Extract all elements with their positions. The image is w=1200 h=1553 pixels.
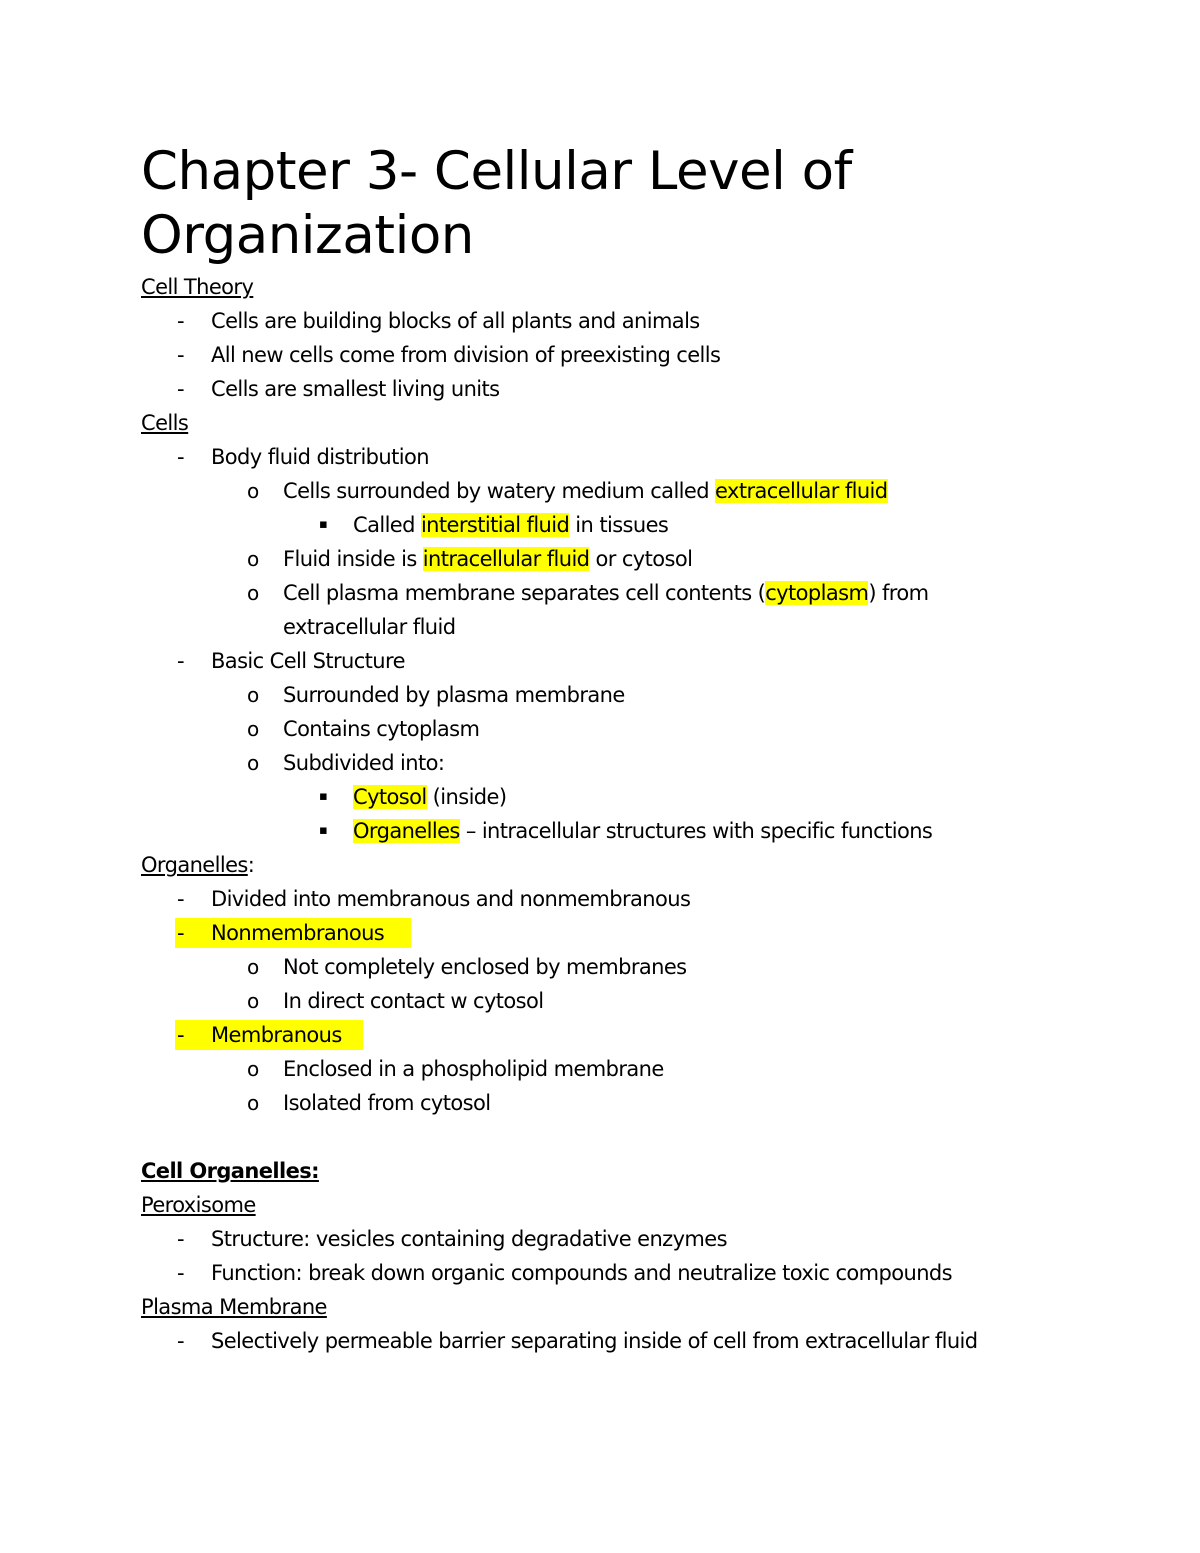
list-item: o Cell plasma membrane separates cell contents (cytoplasm) from extracellular fluid: [247, 581, 929, 639]
highlighted-term: Organelles: [353, 819, 460, 843]
list-item: - All new cells come from division of preexisting cells: [177, 343, 721, 367]
list-item: o Subdivided into:: [247, 751, 445, 775]
subsection-heading-peroxisome: Peroxisome: [141, 1193, 256, 1217]
list-item: o Fluid inside is intracellular fluid or cytosol: [247, 547, 693, 571]
list-item: - Body fluid distribution: [177, 445, 429, 469]
list-item: o Isolated from cytosol: [247, 1091, 491, 1115]
highlighted-term: interstitial fluid: [420, 513, 570, 537]
list-item: ▪ Organelles – intracellular structures with specific functions: [319, 819, 933, 843]
list-item: - Cells are smallest living units: [177, 377, 500, 401]
list-item: o In direct contact w cytosol: [247, 989, 544, 1013]
list-item: o Surrounded by plasma membrane: [247, 683, 625, 707]
highlighted-term: intracellular fluid: [422, 547, 590, 571]
list-item: - Selectively permeable barrier separating inside of cell from extracellular fluid: [177, 1329, 978, 1353]
highlighted-term: cytoplasm: [765, 581, 869, 605]
list-item-highlighted: - Membranous: [141, 1018, 1141, 1052]
section-heading-organelles: Organelles:: [141, 853, 255, 877]
list-item-highlighted: - Nonmembranous: [141, 916, 1141, 950]
document-body: [141, 270, 1141, 1392]
list-item: - Structure: vesicles containing degradative enzymes: [177, 1227, 727, 1251]
list-item: - Basic Cell Structure: [177, 649, 405, 673]
list-item: o Cells surrounded by watery medium called extracellular fluid: [247, 479, 888, 503]
list-item: ▪ Cytosol (inside): [319, 785, 507, 809]
section-heading-cell-organelles: Cell Organelles:: [141, 1159, 319, 1183]
list-item: - Function: break down organic compounds and neutralize toxic compounds: [177, 1261, 952, 1285]
list-item: o Enclosed in a phospholipid membrane: [247, 1057, 664, 1081]
section-heading-cells: Cells: [141, 411, 189, 435]
list-item: - Divided into membranous and nonmembranous: [177, 887, 691, 911]
page-title: Chapter 3- Cellular Level of Organization: [141, 141, 852, 266]
highlighted-term: Cytosol: [353, 785, 427, 809]
list-item: o Not completely enclosed by membranes: [247, 955, 687, 979]
highlighted-term: extracellular fluid: [715, 479, 888, 503]
list-item: o Contains cytoplasm: [247, 717, 480, 741]
list-item: ▪ Called interstitial fluid in tissues: [319, 513, 669, 537]
list-item: - Cells are building blocks of all plants and animals: [177, 309, 700, 333]
section-heading-cell-theory: Cell Theory: [141, 275, 254, 299]
subsection-heading-plasma-membrane: Plasma Membrane: [141, 1295, 327, 1319]
